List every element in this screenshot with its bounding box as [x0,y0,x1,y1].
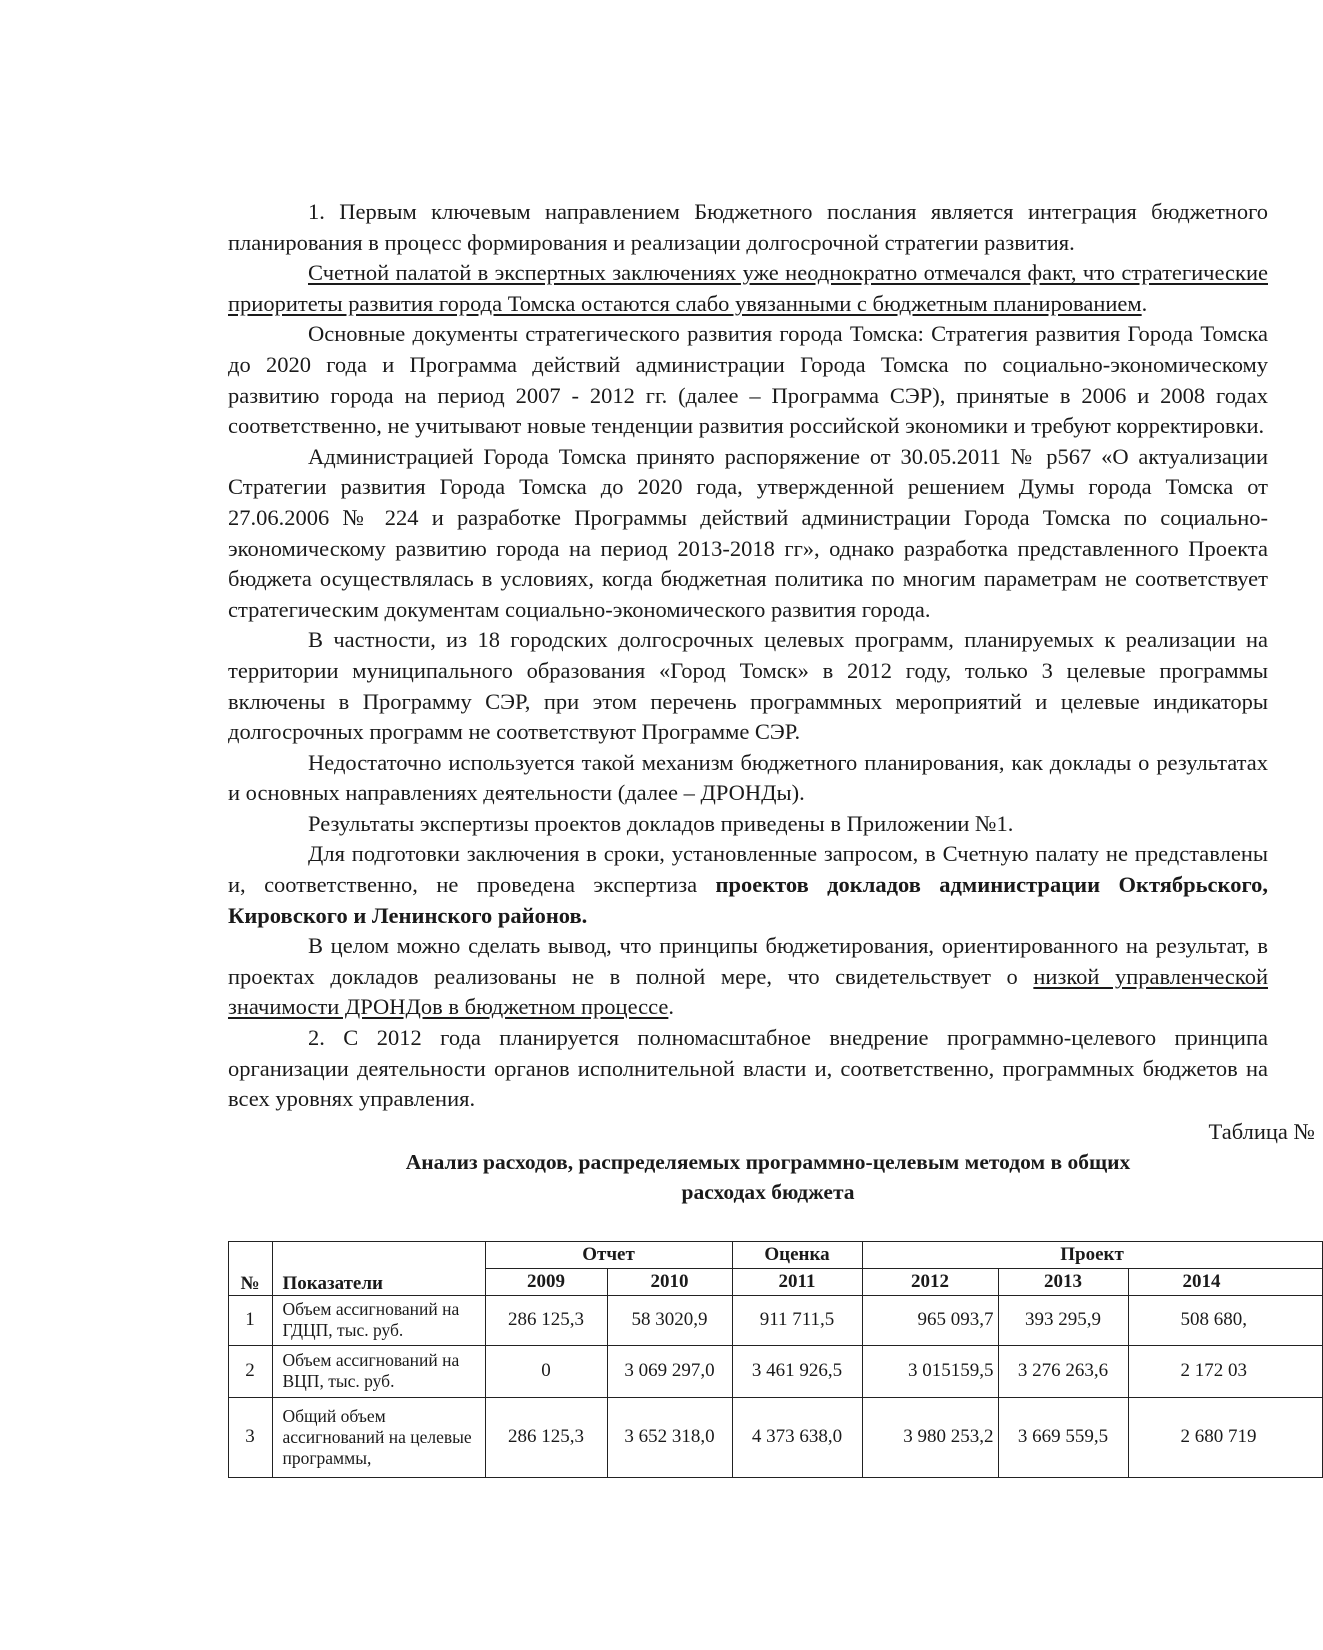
row-indicator: Объем ассигнований на ГДЦП, тыс. руб. [272,1295,485,1345]
row-value: 2 172 03 [1128,1345,1322,1397]
header-year: 2009 [485,1268,607,1295]
header-group-project: Проект [862,1241,1322,1268]
header-year: 2010 [607,1268,732,1295]
row-indicator: Общий объем ассигнований на целевые программы, [272,1397,485,1477]
row-number: 1 [228,1295,272,1345]
header-year: 2013 [998,1268,1128,1295]
row-value: 3 276 263,6 [998,1345,1128,1397]
table-title [228,1147,1308,1207]
table-caption: Таблица № [1208,1118,1315,1144]
row-value: 508 680, [1128,1295,1322,1345]
table-title-line-1: Анализ расходов, распределяемых программно-целевым методом в общих [405,1149,1131,1174]
header-group-report: Отчет [485,1241,732,1268]
header-no: № [228,1241,272,1295]
row-value: 0 [485,1345,607,1397]
header-group-estimate: Оценка [732,1241,862,1268]
header-year: 2014 [1128,1268,1322,1295]
row-number: 3 [228,1397,272,1477]
document-page [228,197,1315,1650]
header-year: 2011 [732,1268,862,1295]
paragraph-2: Счетной палатой в экспертных заключениях уже неоднократно отмечался факт, что стратегические приоритеты развития города Томска остаются слабо увязанными с бюджетным планированием. [228,260,1268,316]
paragraph-6: Недостаточно используется такой механизм бюджетного планирования, как доклады о результатах и основных направлениях деятельности (далее – ДРОНДы). [228,749,1268,806]
paragraph-1: 1. Первым ключевым направлением Бюджетного послания является интеграция бюджетного планирования в процесс формирования и реализации долгосрочной стратегии развития. [228,199,1268,255]
paragraph-9-text: В целом можно сделать вывод, что принципы бюджетирования, ориентированного на результат, в проектах докладов реализованы не в полной мере, что свидетельствует о [228,933,1268,989]
row-value: 3 015159,5 [862,1345,998,1397]
row-value: 286 125,3 [485,1295,607,1345]
paragraph-8-text: Для подготовки заключения в сроки, установленные запросом, в Счетную палату не представлены и, соответственно, не проведена экспертиза [228,841,1268,898]
row-value: 2 680 719 [1128,1397,1322,1477]
expenses-table [228,1241,1323,1478]
row-value: 3 069 297,0 [607,1345,732,1397]
row-value: 965 093,7 [862,1295,998,1345]
row-value: 286 125,3 [485,1397,607,1477]
row-value: 3 980 253,2 [862,1397,998,1477]
body-text [228,197,1268,1115]
paragraph-10: 2. С 2012 года планируется полномасштабное внедрение программно-целевого принципа организации деятельности органов исполнительной власти и, соответственно, программных бюджетов на всех уровнях управления. [228,1025,1268,1112]
table-row [228,1295,1322,1345]
paragraph-9: В целом можно сделать вывод, что принципы бюджетирования, ориентированного на результат, в проектах докладов реализованы не в полной мере, что свидетельствует о низкой управленческой значимости ДРОНДов в бюджетном процессе. [228,933,1268,1020]
paragraph-3: Основные документы стратегического развития города Томска: Стратегия развития Города Томска до 2020 года и Программа действий администрации Города Томска по социально-экономическому развитию города на период 2007 - 2012 гг. (далее – Программа СЭР), принятые в 2006 и 2008 годах соответственно, не учитывают новые тенденции развития российской экономики и требуют корректировки. [228,321,1268,439]
paragraph-8-bold: проектов докладов администрации Октябрьского, Кировского и Ленинского районов. [228,872,1268,928]
paragraph-5: В частности, из 18 городских долгосрочных целевых программ, планируемых к реализации на территории муниципального образования «Город Томск» в 2012 году, только 3 целевые программы включены в Программу СЭР, при этом перечень программных мероприятий и целевые индикаторы долгосрочных программ не соответствуют Программе СЭР. [228,627,1268,745]
table-row [228,1345,1322,1397]
underlined-statement: Счетной палатой в экспертных заключениях уже неоднократно отмечался факт, что стратегические приоритеты развития города Томска остаются слабо увязанными с бюджетным планированием [228,260,1268,316]
row-value: 4 373 638,0 [732,1397,862,1477]
table-row [228,1397,1322,1477]
header-year: 2012 [862,1268,998,1295]
header-row-groups [228,1241,1322,1268]
row-value: 393 295,9 [998,1295,1128,1345]
table-title-line-2: расходах бюджета [681,1179,855,1204]
paragraph-4: Администрацией Города Томска принято распоряжение от 30.05.2011 № р567 «О актуализации Стратегии развития Города Томска до 2020 года, утвержденной решением Думы города Томска от 27.06.2006 № 224 и разработке Программы действий администрации Города Томска по социально-экономическому развитию города на период 2013-2018 гг», однако разработка представленного Проекта бюджета осуществлялась в условиях, когда бюджетная политика по многим параметрам не соответствует стратегическим документам социально-экономического развития города. [228,443,1268,622]
row-indicator: Объем ассигнований на ВЦП, тыс. руб. [272,1345,485,1397]
row-value: 3 461 926,5 [732,1345,862,1397]
paragraph-8 [228,839,1268,931]
row-value: 3 669 559,5 [998,1397,1128,1477]
row-value: 3 652 318,0 [607,1397,732,1477]
header-indicator: Показатели [272,1241,485,1295]
paragraph-9-underlined: низкой управленческой значимости ДРОНДов в бюджетном процессе [228,963,1268,1020]
row-value: 58 3020,9 [607,1295,732,1345]
row-number: 2 [228,1345,272,1397]
row-value: 911 711,5 [732,1295,862,1345]
paragraph-7: Результаты экспертизы проектов докладов приведены в Приложении №1. [308,810,1014,836]
